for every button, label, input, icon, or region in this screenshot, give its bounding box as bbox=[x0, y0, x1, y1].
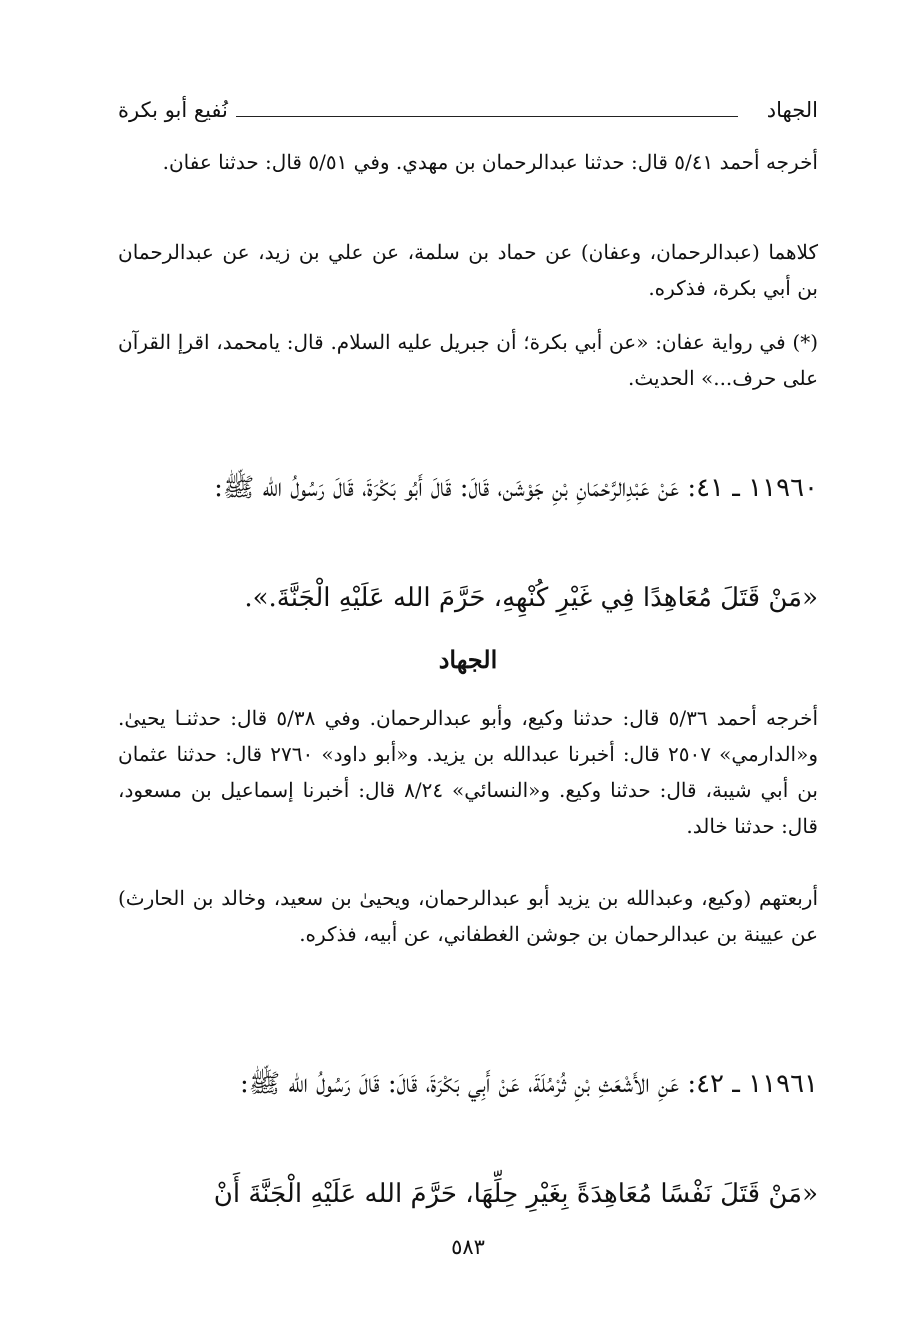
page-number: ٥٨٣ bbox=[451, 1235, 485, 1259]
source-paragraph-5: أربعتهم (وكيع، وعبدالله بن يزيد أبو عبدالرحمان، ويحيىٰ بن سعيد، وخالد بن الحارث) عن عيينة بن عبدالرحمان بن جوشن الغطفاني، عن أبيه، فذكره. bbox=[118, 886, 818, 946]
note-paragraph: (*) في رواية عفان: «عن أبي بكرة؛ أن جبريل عليه السلام. قال: يامحمد، اقرإ القرآن على حرف...» الحديث. bbox=[118, 330, 818, 390]
book-page bbox=[118, 92, 818, 1302]
running-header bbox=[118, 92, 818, 128]
source-paragraph-1: أخرجه أحمد ٥/٤١ قال: حدثنا عبدالرحمان بن مهدي. وفي ٥/٥١ قال: حدثنا عفان. bbox=[162, 150, 818, 174]
section-title: الجهاد bbox=[438, 645, 498, 674]
header-chapter-title: الجهاد bbox=[766, 98, 818, 122]
source-paragraph-4: أخرجه أحمد ٥/٣٦ قال: حدثنا وكيع، وأبو عبدالرحمان. وفي ٥/٣٨ قال: حدثنـا يحيىٰ. و«الدارمي» ٢٥٠٧ قال: أخبرنا عبدالله بن يزيد. و«أبو داود» ٢٧٦٠ قال: حدثنا عثمان بن أبي شيبة، قال: حدثنا وكيع. و«النسائي» ٨/٢٤ قال: أخبرنا إسماعيل بن مسعود، قال: حدثنا خالد. bbox=[118, 706, 819, 838]
header-rule bbox=[236, 116, 738, 117]
hadith-11961-isnad: ١١٩٦١ ـ ٤٢: عَنِ الأَشْعَثِ بْنِ ثُرْمُلَةَ، عَنْ أَبِي بَكْرَةَ، قَالَ: قَالَ رَسُولُ الله ﷺ: bbox=[239, 1069, 818, 1099]
hadith-11960-isnad: ١١٩٦٠ ـ ٤١: عَنْ عَبْدِالرَّحْمَانِ بْنِ جَوْشَن، قَالَ: قَالَ أَبُو بَكْرَةَ، قَالَ رَسُولُ الله ﷺ: bbox=[214, 473, 818, 503]
header-narrator-name: نُفيع أبو بكرة bbox=[118, 98, 228, 122]
hadith-11961-text: «مَنْ قَتَلَ نَفْسًا مُعَاهِدَةً بِغَيْرِ حِلِّهَا، حَرَّمَ الله عَلَيْهِ الْجَنَّةَ أَنْ bbox=[213, 1179, 818, 1209]
source-paragraph-2: كلاهما (عبدالرحمان، وعفان) عن حماد بن سلمة، عن علي بن زيد، عن عبدالرحمان بن أبي بكرة، فذكره. bbox=[118, 240, 818, 300]
hadith-11960-text: «مَنْ قَتَلَ مُعَاهِدًا فِي غَيْرِ كُنْهِهِ، حَرَّمَ الله عَلَيْهِ الْجَنَّةَ.». bbox=[244, 583, 818, 613]
